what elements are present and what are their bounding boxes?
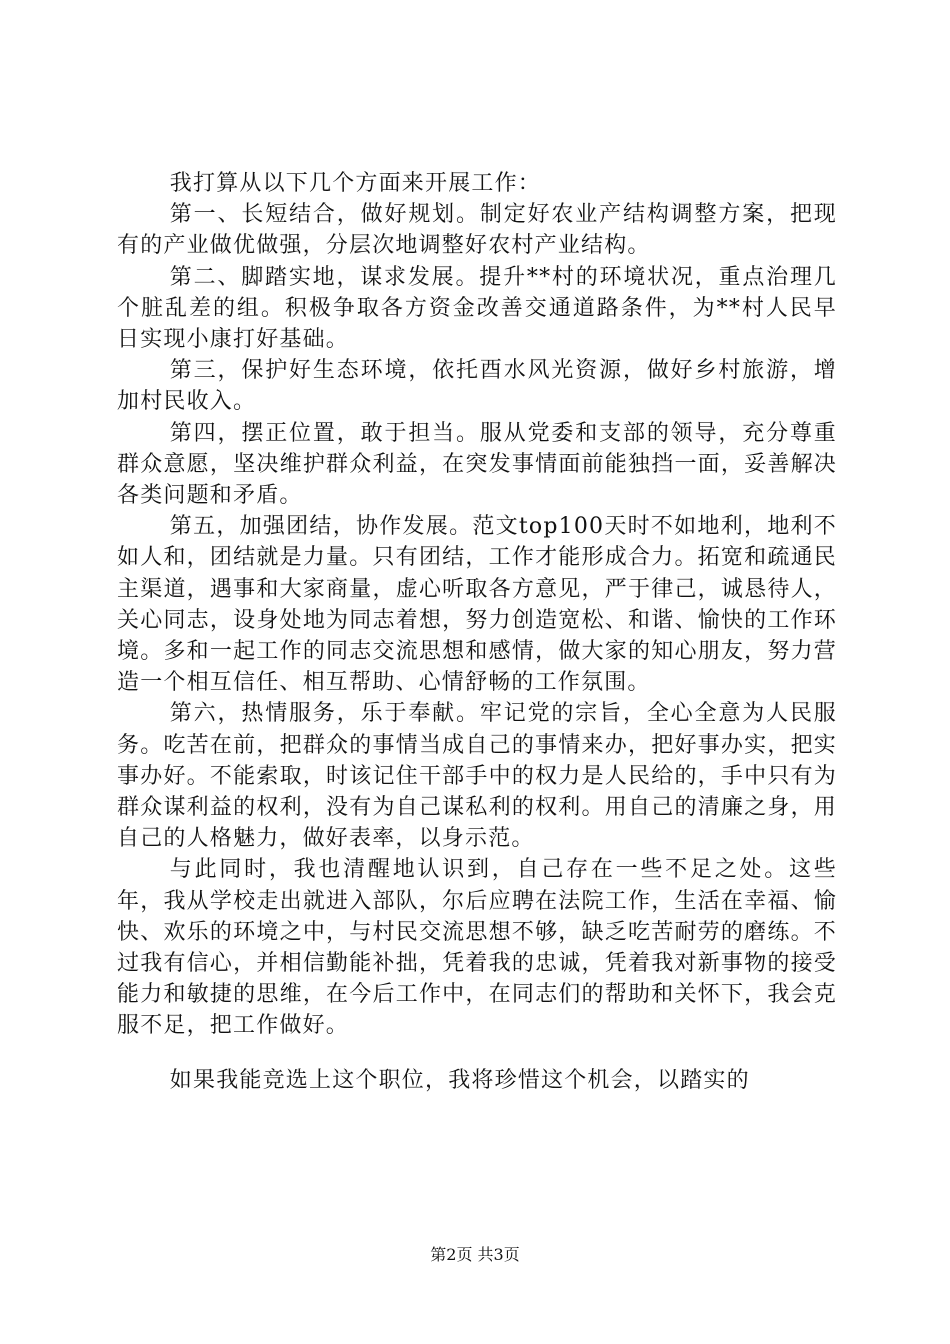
- paragraph-closing: 如果我能竞选上这个职位，我将珍惜这个机会，以踏实的: [169, 1067, 750, 1093]
- page-number-footer: 第2页 共3页: [430, 1245, 520, 1264]
- document-body: [117, 168, 837, 1096]
- paragraph-point-5: 第五，加强团结，协作发展。范文top100天时不如地利，地利不如人和，团结就是力量。只有团结，工作才能形成合力。拓宽和疏通民主渠道，遇事和大家商量，虚心听取各方意见，严于律己，诚恳待人，关心同志，设身处地为同志着想，努力创造宽松、和谐、愉快的工作环境。多和一起工作的同志交流思想和感情，做大家的知心朋友，努力营造一个相互信任、相互帮助、心情舒畅的工作氛围。: [117, 514, 837, 696]
- paragraph-point-6: 第六，热情服务，乐于奉献。牢记党的宗旨，全心全意为人民服务。吃苦在前，把群众的事情当成自己的事情来办，把好事办实，把实事办好。不能索取，时该记住干部手中的权力是人民给的，手中只有为群众谋利益的权利，没有为自己谋私利的权利。用自己的清廉之身，用自己的人格魅力，做好表率，以身示范。: [117, 701, 837, 852]
- paragraph-self-assessment: 与此同时，我也清醒地认识到，自己存在一些不足之处。这些年，我从学校走出就进入部队，尔后应聘在法院工作，生活在幸福、愉快、欢乐的环境之中，与村民交流思想不够，缺乏吃苦耐劳的磨练。不过我有信心，并相信勤能补拙，凭着我的忠诚，凭着我对新事物的接受能力和敏捷的思维，在今后工作中，在同志们的帮助和关怀下，我会克服不足，把工作做好。: [117, 857, 837, 1039]
- paragraph-point-4: 第四，摆正位置，敢于担当。服从党委和支部的领导，充分尊重群众意愿，坚决维护群众利益，在突发事情面前能独挡一面，妥善解决各类问题和矛盾。: [117, 420, 837, 509]
- paragraph-point-1: 第一、长短结合，做好规划。制定好农业产结构调整方案，把现有的产业做优做强，分层次地调整好农村产业结构。: [117, 202, 837, 259]
- paragraph-intro: 我打算从以下几个方面来开展工作：: [169, 171, 541, 196]
- paragraph-point-3: 第三，保护好生态环境，依托酉水风光资源，做好乡村旅游，增加村民收入。: [117, 358, 837, 415]
- paragraph-point-2: 第二、脚踏实地，谋求发展。提升**村的环境状况，重点治理几个脏乱差的组。积极争取各方资金改善交通道路条件，为**村人民早日实现小康打好基础。: [117, 264, 837, 353]
